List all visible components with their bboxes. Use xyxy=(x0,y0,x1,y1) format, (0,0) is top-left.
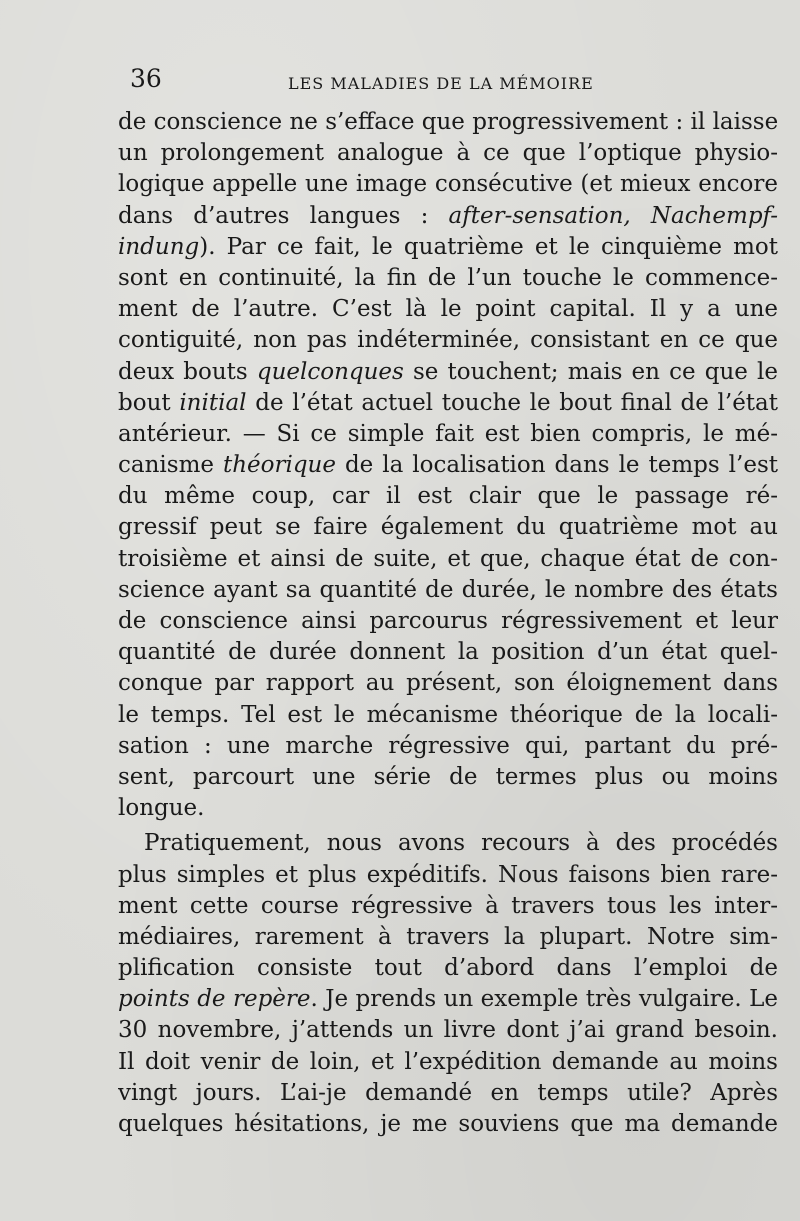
text-line: indung). Par ce fait, le quatrième et le cinquième mot xyxy=(118,233,778,260)
text-line: ment cette course régressive à travers tous les inter- xyxy=(118,892,778,919)
text-line: canisme théorique de la localisation dans le temps l’est xyxy=(118,452,778,479)
text-line: bout initial de l’état actuel touche le bout final de l’état xyxy=(118,389,778,416)
running-head xyxy=(0,64,800,104)
text-line: Il doit venir de loin, et l’expédition demande au moins xyxy=(118,1048,778,1075)
text-line: 30 novembre, j’attends un livre dont j’ai grand besoin. xyxy=(118,1017,778,1044)
text-line: médiaires, rarement à travers la plupart. Notre sim- xyxy=(118,923,778,950)
text-line: quantité de durée donnent la position d’un état quel- xyxy=(118,639,778,666)
text-line: contiguité, non pas indéterminée, consistant en ce que xyxy=(118,327,778,354)
text-line: sation : une marche régressive qui, partant du pré- xyxy=(118,732,778,759)
text-line: antérieur. — Si ce simple fait est bien compris, le mé- xyxy=(118,420,778,447)
text-line: science ayant sa quantité de durée, le nombre des états xyxy=(118,576,778,603)
text-line: plification consiste tout d’abord dans l’emploi de xyxy=(118,955,778,982)
text-line: un prolongement analogue à ce que l’optique physio- xyxy=(118,140,778,167)
text-line: quelques hésitations, je me souviens que ma demande xyxy=(118,1111,778,1137)
text-line: gressif peut se faire également du quatrième mot au xyxy=(118,514,778,541)
text-line: le temps. Tel est le mécanisme théorique de la locali- xyxy=(118,701,778,728)
text-line: dans d’autres langues : after-sensation, Nachempf- xyxy=(118,202,778,229)
text-line: plus simples et plus expéditifs. Nous faisons bien rare- xyxy=(118,861,778,888)
text-line: sont en continuité, la fin de l’un touche le commence- xyxy=(118,264,778,291)
text-line: points de repère. Je prends un exemple très vulgaire. Le xyxy=(118,986,778,1013)
body-text xyxy=(118,107,778,1140)
text-line: conque par rapport au présent, son éloignement dans xyxy=(118,670,778,697)
text-line: sent, parcourt une série de termes plus ou moins xyxy=(118,763,778,790)
text-line: du même coup, car il est clair que le passage ré- xyxy=(118,483,778,510)
text-line: vingt jours. L’ai-je demandé en temps utile? Après xyxy=(118,1079,778,1106)
text-line: troisième et ainsi de suite, et que, chaque état de con- xyxy=(118,545,778,572)
page-number: 36 xyxy=(130,64,162,93)
text-line: deux bouts quelconques se touchent; mais en ce que le xyxy=(118,358,778,385)
text-line: de conscience ne s’efface que progressivement : il laisse xyxy=(118,109,778,135)
text-line: ment de l’autre. C’est là le point capital. Il y a une xyxy=(118,296,778,323)
text-line: Pratiquement, nous avons recours à des procédés xyxy=(144,830,778,857)
text-line: de conscience ainsi parcourus régressivement et leur xyxy=(118,608,778,634)
text-line: logique appelle une image consécutive (et mieux encore xyxy=(118,171,778,198)
running-title: LES MALADIES DE LA MÉMOIRE xyxy=(288,74,594,93)
text-line: longue. xyxy=(118,795,205,822)
